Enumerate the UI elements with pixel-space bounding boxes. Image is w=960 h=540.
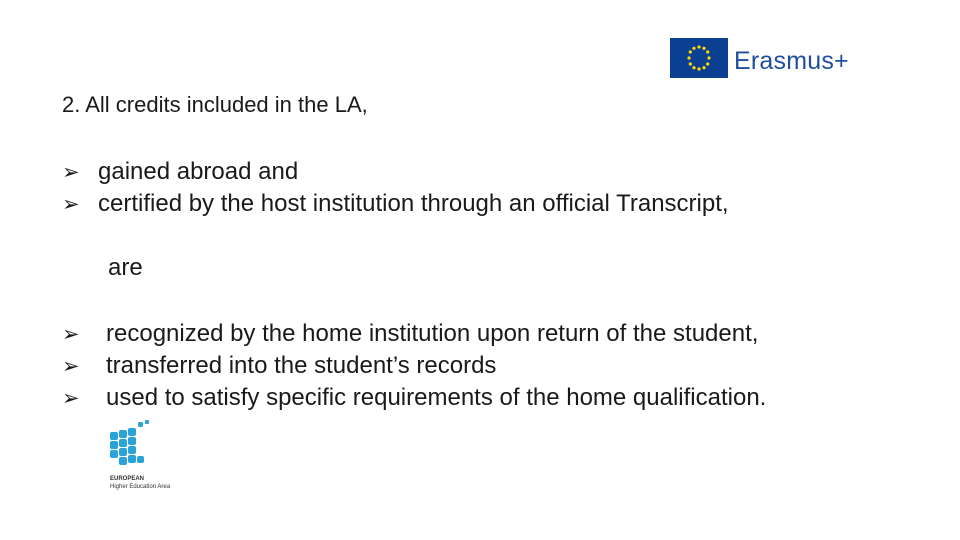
arrow-bullet-icon: ➢ [62,322,80,346]
list-item: ➢ transferred into the student’s records [62,350,766,382]
slide-heading: 2. All credits included in the LA, [62,92,368,117]
list-item: ➢ certified by the host institution through an official Transcript, [62,188,729,220]
arrow-bullet-icon: ➢ [62,386,80,410]
ehea-puzzle-icon [108,420,158,474]
ehea-logo [108,420,178,496]
erasmus-plus-logo [670,38,870,80]
arrow-bullet-icon: ➢ [62,160,80,184]
bullet-list-1 [62,156,729,220]
ehea-line-2: Higher Education Area [110,484,171,490]
eu-flag-icon [670,38,728,78]
ehea-line-1: EUROPEAN [110,476,145,482]
list-item: ➢ gained abroad and [62,156,729,188]
bullet-list-2 [62,318,766,414]
arrow-bullet-icon: ➢ [62,192,80,216]
list-item: ➢ recognized by the home institution upon return of the student, [62,318,766,350]
erasmus-wordmark: Erasmus+ [734,47,849,75]
list-item: ➢ used to satisfy specific requirements of the home qualification. [62,382,766,414]
connector-text: are [108,254,143,281]
arrow-bullet-icon: ➢ [62,354,80,378]
